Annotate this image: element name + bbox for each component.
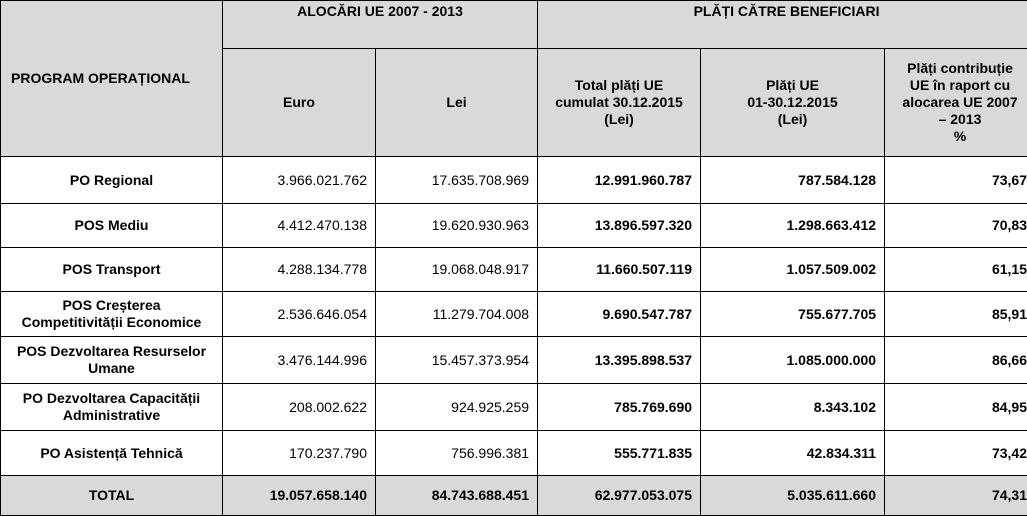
total-plati: 12.991.960.787 bbox=[538, 157, 701, 204]
total-plati: 9.690.547.787 bbox=[538, 292, 701, 337]
alocare-euro: 2.536.646.054 bbox=[223, 292, 376, 337]
total-plati-cumulat: 62.977.053.075 bbox=[538, 476, 701, 516]
table-row bbox=[1, 157, 1027, 204]
total-plati: 13.896.597.320 bbox=[538, 204, 701, 248]
alocare-euro: 3.966.021.762 bbox=[223, 157, 376, 204]
total-plati: 13.395.898.537 bbox=[538, 337, 701, 384]
program-name: PO Regional bbox=[1, 157, 223, 204]
procent: 73,42 bbox=[885, 431, 1027, 476]
total-plati: 11.660.507.119 bbox=[538, 248, 701, 292]
total-plati-luna: 5.035.611.660 bbox=[701, 476, 885, 516]
alocare-euro: 3.476.144.996 bbox=[223, 337, 376, 384]
header-euro: Euro bbox=[223, 49, 376, 157]
program-name: POS Dezvoltarea Resurselor Umane bbox=[1, 337, 223, 384]
total-plati: 555.771.835 bbox=[538, 431, 701, 476]
header-plati: PLĂȚI CĂTRE BENEFICIARI bbox=[538, 1, 1027, 49]
procent: 85,91 bbox=[885, 292, 1027, 337]
header-program: PROGRAM OPERAȚIONAL bbox=[1, 1, 223, 157]
alocare-lei: 17.635.708.969 bbox=[376, 157, 538, 204]
program-name: POS Mediu bbox=[1, 204, 223, 248]
table-row bbox=[1, 337, 1027, 384]
total-procent: 74,31 bbox=[885, 476, 1027, 516]
plati-luna: 1.085.000.000 bbox=[701, 337, 885, 384]
table-row bbox=[1, 384, 1027, 431]
procent: 70,83 bbox=[885, 204, 1027, 248]
table-row bbox=[1, 248, 1027, 292]
plati-luna: 1.298.663.412 bbox=[701, 204, 885, 248]
total-plati: 785.769.690 bbox=[538, 384, 701, 431]
alocare-euro: 4.288.134.778 bbox=[223, 248, 376, 292]
alocare-lei: 15.457.373.954 bbox=[376, 337, 538, 384]
header-lei: Lei bbox=[376, 49, 538, 157]
alocare-lei: 924.925.259 bbox=[376, 384, 538, 431]
header-plati-luna: Plăți UE 01-30.12.2015 (Lei) bbox=[701, 49, 885, 157]
plati-luna: 755.677.705 bbox=[701, 292, 885, 337]
procent: 86,66 bbox=[885, 337, 1027, 384]
total-label: TOTAL bbox=[1, 476, 223, 516]
alocare-lei: 19.620.930.963 bbox=[376, 204, 538, 248]
plati-luna: 42.834.311 bbox=[701, 431, 885, 476]
alocare-lei: 19.068.048.917 bbox=[376, 248, 538, 292]
total-lei: 84.743.688.451 bbox=[376, 476, 538, 516]
program-name: POS Creșterea Competitivității Economice bbox=[1, 292, 223, 337]
plati-luna: 1.057.509.002 bbox=[701, 248, 885, 292]
total-euro: 19.057.658.140 bbox=[223, 476, 376, 516]
procent: 84,95 bbox=[885, 384, 1027, 431]
program-name: PO Asistență Tehnică bbox=[1, 431, 223, 476]
alocare-lei: 756.996.381 bbox=[376, 431, 538, 476]
total-row bbox=[1, 476, 1027, 516]
alocare-euro: 208.002.622 bbox=[223, 384, 376, 431]
alocare-euro: 4.412.470.138 bbox=[223, 204, 376, 248]
alocare-lei: 11.279.704.008 bbox=[376, 292, 538, 337]
plati-luna: 8.343.102 bbox=[701, 384, 885, 431]
plati-luna: 787.584.128 bbox=[701, 157, 885, 204]
header-procent: Plăți contribuție UE în raport cu alocarea UE 2007 – 2013 % bbox=[885, 49, 1027, 157]
program-name: POS Transport bbox=[1, 248, 223, 292]
header-alocari: ALOCĂRI UE 2007 - 2013 bbox=[223, 1, 538, 49]
table-row bbox=[1, 292, 1027, 337]
table-row bbox=[1, 431, 1027, 476]
procent: 61,15 bbox=[885, 248, 1027, 292]
table-row bbox=[1, 204, 1027, 248]
header-total-plati: Total plăți UE cumulat 30.12.2015 (Lei) bbox=[538, 49, 701, 157]
alocare-euro: 170.237.790 bbox=[223, 431, 376, 476]
program-name: PO Dezvoltarea Capacității Administrative bbox=[1, 384, 223, 431]
procent: 73,67 bbox=[885, 157, 1027, 204]
